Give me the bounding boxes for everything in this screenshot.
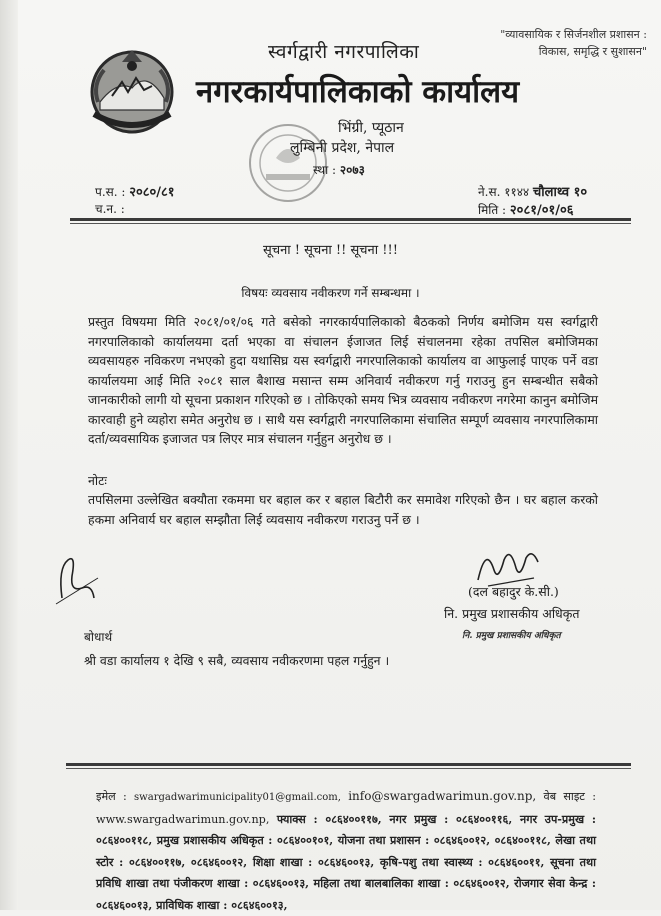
ps-label: प.स. : xyxy=(95,185,126,199)
motto xyxy=(457,26,647,60)
email-link-1[interactable]: swargadwarimunicipality01@gmail.com, xyxy=(134,792,341,803)
cc-line: श्री वडा कार्यालय १ देखि ९ सबै, व्यवसाय नवीकरणमा पहल गर्नुहुन । xyxy=(84,653,390,668)
header-divider-thin xyxy=(70,223,631,224)
ref-date xyxy=(478,200,574,218)
established xyxy=(313,161,365,178)
cn-label: च.न. : xyxy=(95,202,125,216)
address-line-1: भिंग्री, प्यूठान xyxy=(338,120,404,136)
ns-value: चौलाथ्व १० xyxy=(533,185,588,200)
signer-title: नि. प्रमुख प्रशासकीय अधिकृत xyxy=(444,606,580,621)
date-label: मिति : xyxy=(478,203,507,217)
signer-name: (दल बहादुर के.सी.) xyxy=(468,584,559,599)
motto-line-1: "व्यावसायिक र सिर्जनशील प्रशासन : xyxy=(500,28,647,41)
header-divider xyxy=(70,218,631,221)
web-link[interactable]: www.swargadwarimun.gov.np, xyxy=(96,812,270,826)
scan-edge xyxy=(0,0,18,910)
ref-ns xyxy=(478,182,587,200)
municipality-name: स्वर्गद्वारी नगरपालिका xyxy=(268,41,420,63)
date-value: २०८१/०१/०६ xyxy=(509,203,574,218)
web-label: वेब साइट : xyxy=(543,790,596,803)
cc-label: बोधार्थ xyxy=(84,630,113,644)
motto-line-2: विकास, समृद्धि र सुशासन" xyxy=(538,45,647,58)
notice-body: प्रस्तुत विषयमा मिति २०८१/०१/०६ गते बसेको नगरकार्यपालिकाको बैठकको निर्णय बमोजिम यस स्वर्गद्वारी नगरपालिकाको कार्यालयमा दर्ता भएका वा संचालन ईजाजत लिई संचालनमा रहेका तपसिल बमोजिमका व्यवसायहरु नविकरण नभएको हुदा यथासिघ्र यस स्वर्गद्वारी नगरपालिकाको कार्यालय वा आफुलाई पाएक पर्ने वडा कार्यालयमा आई मिति २०८१ साल बैशाख मसान्त सम्म अनिवार्य नवीकरण गर्नु गराउनु हुन सम्बन्धीत सबैको जानकारीको लागी यो सूचना प्रकाशन गरिएको छ । तोकिएको समय भित्र व्यवसाय नवीकरण नगरेमा कानुन बमोजिम कारवाही हुने व्यहोरा समेत अनुरोध छ । साथै यस स्वर्गद्वारी नगरपालिकामा संचालित सम्पूर्ण व्यवसाय नगरपालिकामा दर्ता/व्यवसायिक इजाजत पत्र लिएर मात्र संचालन गर्नुहुन अनुरोध छ । xyxy=(88,314,598,446)
established-year: २०७३ xyxy=(339,163,365,177)
office-title: नगरकार्यपालिकाको कार्यालय xyxy=(196,74,520,110)
contact-footer xyxy=(96,786,596,916)
ns-label: ने.स. ११४४ xyxy=(478,185,530,199)
note-text: तपसिलमा उल्लेखित बक्यौता रकममा घर बहाल कर र बहाल बिटौरी कर समावेश गरिएको छैन । घर बहाल करको हकमा अनिवार्य घर बहाल सम्झौता लिई व्यवसाय नवीकरण गराउनु पर्ने छ । xyxy=(88,492,598,527)
notice-subject: विषयः व्यवसाय नवीकरण गर्ने सम्बन्धमा । xyxy=(241,286,420,300)
nepal-emblem-icon xyxy=(82,40,182,140)
note-label: नोटः xyxy=(88,473,107,488)
email-label: इमेल : xyxy=(96,790,127,803)
footer-divider-thin xyxy=(66,768,631,769)
notice-heading: सूचना ! सूचना !! सूचना !!! xyxy=(263,243,398,258)
signature-left-icon xyxy=(52,548,102,608)
ps-value: २०८०/८१ xyxy=(129,185,175,200)
email-link-2[interactable]: info@swargadwarimun.gov.np, xyxy=(348,789,537,803)
footer-divider xyxy=(66,763,631,766)
ref-ps xyxy=(95,182,175,200)
signer-stamp: नि. प्रमुख प्रशासकीय अधिकृत xyxy=(462,631,561,641)
contact-numbers: फ्याक्स : ०८६४००११७, नगर प्रमुख : ०८६४००११६, नगर उप-प्रमुख : ०८६४००११८, प्रमुख प्रशासकीय अधिकृत : ०८६४००१०१, योजना तथा प्रशासन : ०८६४६००१२, ०८६४००११८, लेखा तथा स्टोर : ०८६४००११७, ०८६४६००१२, शिक्षा शाखा : ०८६४६००१३, कृषि-पशु तथा स्वास्थ्य : ०८६४६००११, सूचना तथा प्रविधि शाखा तथा पंजीकरण शाखा : ०८६४६००१३, महिला तथा बालबालिका शाखा : ०८६४६००१२, रोजगार सेवा केन्द्र : ०८६४६००१३, प्राविधिक शाखा : ०८६४६००१३, xyxy=(96,811,597,912)
established-label: स्था : xyxy=(313,163,337,177)
address-line-2: लुम्बिनी प्रदेश, नेपाल xyxy=(290,140,395,156)
ref-cn xyxy=(95,200,125,217)
